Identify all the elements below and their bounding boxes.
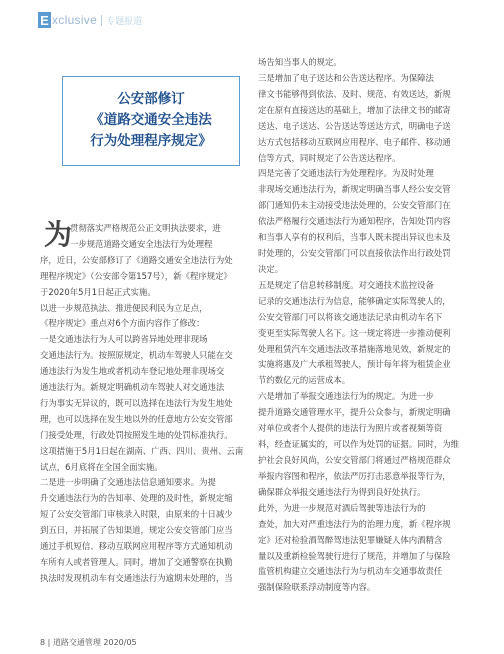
left-col-text-line: 通过手机短信、移动互联网应用程序等方式通知机动 bbox=[40, 541, 233, 551]
right-col-text-line: 强制保险联系浮动制度等内容。 bbox=[258, 582, 376, 593]
right-col-text-line: 五是规定了信息转移制度。对交通技术监控设备 bbox=[258, 279, 434, 290]
right-col-text-line: 和当事人享有的权利后，当事人既未提出异议也未及 bbox=[258, 232, 451, 243]
right-col-text-line: 确保群众举报交通违法行为得到良好处执行。 bbox=[258, 486, 426, 497]
right-col-text-line: 实施将惠及广大承租驾驶人，预计每年将为租赁企业 bbox=[258, 359, 451, 370]
right-col-text-line: 定》还对检验酒驾醉驾违法犯罪嫌疑人体内酒精含 bbox=[258, 534, 443, 545]
left-col-text-line: 车所有人或者管理人。同时，增加了交通警察在执勤 bbox=[40, 556, 233, 567]
left-col-text-line: 于2020年5月1日起正式实施。 bbox=[40, 286, 156, 297]
left-col-text-line: 短了公安交管部门审核录入时限，由原来的十日减少 bbox=[40, 509, 233, 520]
page-footer: 8 | 道路交通管理 2020/05 bbox=[40, 638, 137, 647]
left-col-text-line: 交通违法行为。按照原规定，机动车驾驶人只能在交 bbox=[40, 350, 233, 361]
right-col-text-line: 提升道路交通管理水平，提升公众参与，新规定明确 bbox=[258, 407, 451, 418]
left-col-text-line: 门接受处理，行政处罚按照发生地的处罚标准执行。 bbox=[40, 429, 233, 440]
left-col-text-line: 行为事实无异议的，既可以选择在违法行为发生地处 bbox=[40, 397, 233, 408]
right-col-text-line: 举报内容图和程序，依法严厉打击恶意举报等行为， bbox=[258, 470, 451, 481]
right-col-text-line: 处理租赁汽车交通违法改革措施落地见效，新规定的 bbox=[258, 343, 451, 354]
right-col-text-line: 量以及重新检验驾驶行进行了规范，并增加了与保险 bbox=[258, 550, 451, 561]
right-col-text-line: 此外，为进一步规范对酒后驾驶等违法行为的 bbox=[258, 502, 426, 513]
left-col-text-line: 升交通违法行为的告知率、处理的及时性，新规定缩 bbox=[40, 493, 233, 504]
header-word: xclusive bbox=[52, 13, 98, 27]
right-col-text-line: 料，经查证属实的，可以作为处罚的证据。同时，为维 bbox=[258, 439, 459, 450]
right-col-text-line: 时处理的，公安交管部门可以直接依法作出行政处罚 bbox=[258, 248, 451, 259]
right-col-text-line: 部门通知仍未主动接受违法处理的，公安交管部门在 bbox=[258, 200, 451, 211]
left-col-text-line: 二是进一步明确了交通违法信息通知要求。为提 bbox=[40, 477, 216, 488]
title-line-1: 公安部修订 bbox=[117, 91, 185, 107]
right-col-text-line: 决定。 bbox=[258, 263, 284, 274]
right-col-text-line: 六是增加了举报交通违法行为的规定。为进一步 bbox=[258, 391, 434, 402]
left-col-text-line: 《程序规定》重点对6个方面内容作了修改： bbox=[40, 318, 205, 329]
left-col-text-line: 理，也可以选择在发生地以外的任意地方公安交管部 bbox=[40, 413, 233, 424]
left-col-text-line: 序，近日，公安部修订了《道路交通安全违法行为处 bbox=[40, 254, 233, 265]
right-col-text-line: 记录的交通违法行为信息，能够确定实际驾驶人的， bbox=[258, 295, 451, 306]
header-divider bbox=[101, 15, 102, 26]
section-header bbox=[38, 12, 142, 28]
left-col-text-line: 一步规范道路交通安全违法行为处理程 bbox=[70, 238, 213, 249]
left-col-text-line: 贯彻落实严格规范公正文明执法要求，进 bbox=[70, 223, 221, 233]
right-col-text-line: 对单位或者个人提供的违法行为照片或者视频等资 bbox=[258, 423, 443, 434]
left-col-text-line: 理程序规定》（公安部令第157号），新《程序规定》 bbox=[40, 270, 232, 281]
left-col-text-line: 一是交通违法行为人可以跨省异地处理非现场 bbox=[40, 334, 208, 345]
left-col-text-line: 试点，6月底将在全国全面实施。 bbox=[40, 461, 163, 472]
header-letter-badge: E bbox=[38, 12, 51, 28]
right-col-text-line: 四是完善了交通违法行为处理程序。为及时处理 bbox=[258, 168, 434, 179]
left-col-text-line: 通违法行为。新规定明确机动车驾驶人对交通违法 bbox=[40, 382, 225, 392]
right-col-text-line: 送达、电子送达、公告送达等送达方式，明确电子送 bbox=[258, 120, 451, 131]
right-col-text-line: 变更至实际驾驶人名下。这一规定将进一步推动便利 bbox=[258, 327, 451, 338]
right-col-text-line: 定在原有直接送达的基础上，增加了法律文书的邮寄 bbox=[258, 104, 451, 115]
right-col-text-line: 查处，加大对严重违法行为的治理力度，新《程序规 bbox=[258, 518, 451, 529]
right-col-text-line: 达方式包括移动互联网应用程序、电子邮件、移动通 bbox=[258, 136, 451, 147]
left-col-text-line: 执法时发现机动车有交通违法行为逾期未处理的，当 bbox=[40, 572, 233, 583]
right-col-text-line: 公安交管部门可以将该交通违法记录由机动车名下 bbox=[258, 311, 443, 322]
right-col-text-line: 信等方式，同时规定了公告送达程序。 bbox=[258, 152, 401, 163]
right-col-text-line: 场告知当事人的规定。 bbox=[258, 57, 342, 67]
right-col-text-line: 非现场交通违法行为，新规定明确当事人经公安交管 bbox=[258, 184, 451, 195]
right-col-text-line: 监管机构建立交通违法行为与机动车交通事故责任 bbox=[258, 566, 443, 577]
right-col-text-line: 三是增加了电子送达和公告送达程序。为保障法 bbox=[258, 72, 434, 83]
title-line-3: 行为处理程序规定》 bbox=[90, 133, 212, 149]
title-line-2: 《道路交通安全违法 bbox=[90, 112, 212, 128]
left-col-text-line: 到五日，并拓展了告知渠道，规定公安交管部门应当 bbox=[40, 525, 233, 536]
left-col-text-line: 以进一步规范执法、推进便民利民为立足点， bbox=[40, 302, 208, 313]
right-col-text-line: 护社会良好风尚，公安交管部门将通过严格规范群众 bbox=[258, 455, 451, 465]
right-col-text-line: 律文书能够得到依法、及时、规范、有效送达，新规 bbox=[258, 88, 451, 99]
drop-cap: 为 bbox=[44, 218, 73, 251]
right-col-text-line: 依法严格履行交通违法行为通知程序，告知处罚内容 bbox=[258, 216, 451, 227]
right-col-text-line: 节约数亿元的运营成本。 bbox=[258, 375, 351, 386]
left-col-text-line: 通违法行为发生地或者机动车登记地处理非现场交 bbox=[40, 366, 225, 377]
article-title-box bbox=[62, 76, 240, 166]
left-col-text-line: 这项措施于5月1日起在湖南、广西、四川、贵州、云南 bbox=[40, 445, 244, 456]
header-section: 专题报道 bbox=[106, 16, 143, 27]
